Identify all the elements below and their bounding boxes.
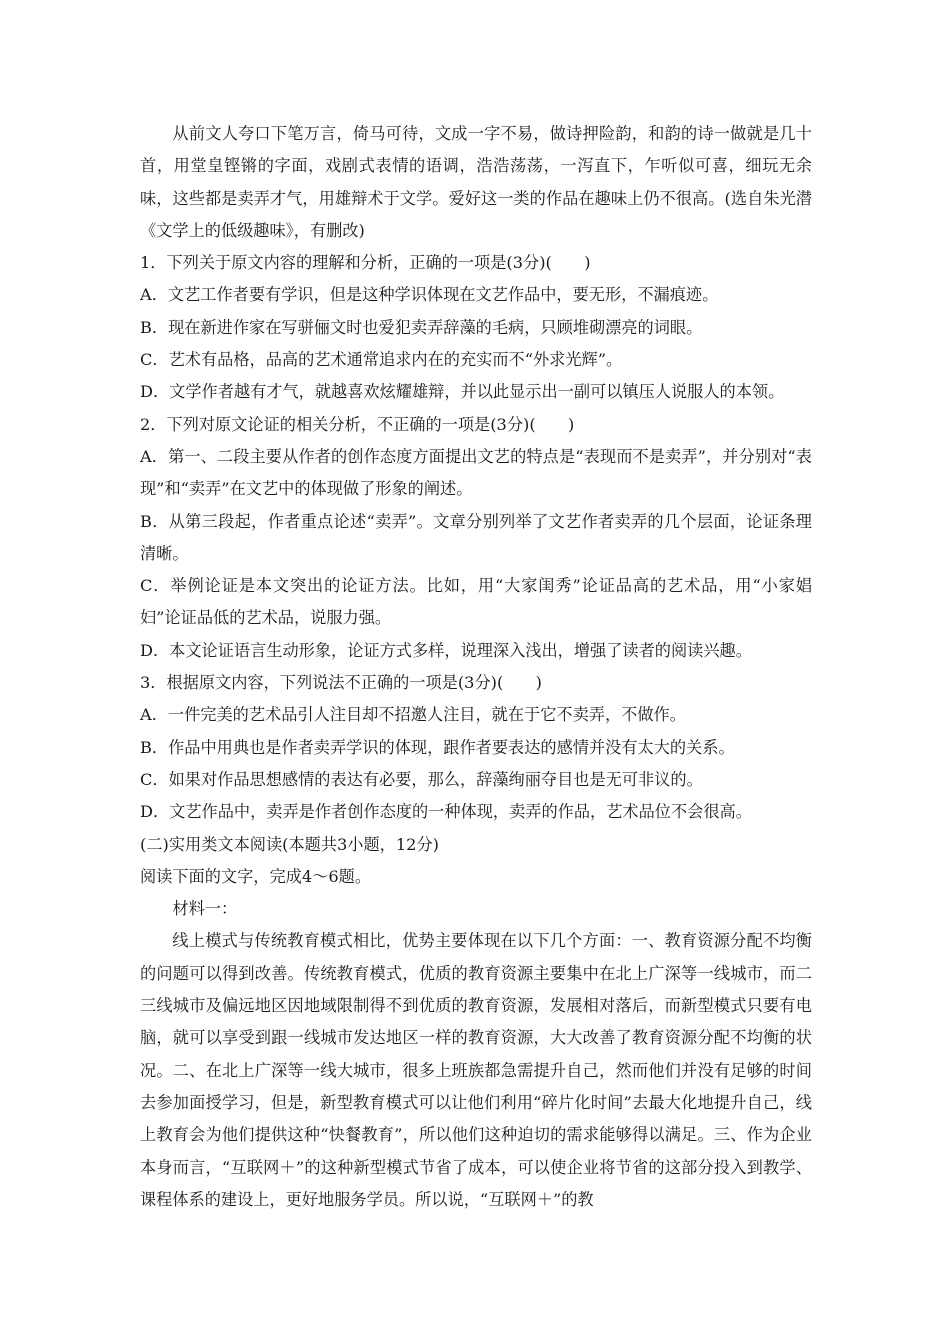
question-3-option-d: D．文艺作品中，卖弄是作者创作态度的一种体现，卖弄的作品，艺术品位不会很高。 xyxy=(140,802,752,822)
question-3-option-a: A．一件完美的艺术品引人注目却不招邀人注目，就在于它不卖弄，不做作。 xyxy=(140,705,686,725)
intro-paragraph: 从前文人夸口下笔万言，倚马可待，文成一字不易，做诗押险韵，和韵的诗一做就是几十首，用堂皇铿锵的字面，戏剧式表情的语调，浩浩荡荡，一泻直下，乍听似可喜，细玩无余味，这些都是卖弄才气，用雄辩术于文学。爱好这一类的作品在趣味上仍不很高。(选自朱光潜《文学上的低级趣味》，有删改) xyxy=(140,124,812,240)
question-1-option-c: C．艺术有品格，品高的艺术通常追求内在的充实而不“外求光辉”。 xyxy=(140,350,623,370)
question-3-stem: 3．根据原文内容，下列说法不正确的一项是(3分)( ) xyxy=(140,673,542,693)
question-2-option-d: D．本文论证语言生动形象，论证方式多样，说理深入浅出，增强了读者的阅读兴趣。 xyxy=(140,640,752,660)
material-1-paragraph: 线上模式与传统教育模式相比，优势主要体现在以下几个方面：一、教育资源分配不均衡的问题可以得到改善。传统教育模式，优质的教育资源主要集中在北上广深等一线城市，而二三线城市及偏远地区因地域限制得不到优质的教育资源，发展相对落后，而新型模式只要有电脑，就可以享受到跟一线城市发达地区一样的教育资源，大大改善了教育资源分配不均衡的状况。二、在北上广深等一线大城市，很多上班族都急需提升自己，然而他们并没有足够的时间去参加面授学习，但是，新型教育模式可以让他们利用“碎片化时间”去最大化地提升自己，线上教育会为他们提供这种“快餐教育”，所以他们这种迫切的需求能够得以满足。三、作为企业本身而言，“互联网＋”的这种新型模式节省了成本，可以使企业将节省的这部分投入到教学、课程体系的建设上，更好地服务学员。所以说，“互联网＋”的教 xyxy=(140,931,812,1209)
question-3-option-c: C．如果对作品思想感情的表达有必要，那么，辞藻绚丽夺目也是无可非议的。 xyxy=(140,769,703,789)
question-2-stem: 2．下列对原文论证的相关分析，不正确的一项是(3分)( ) xyxy=(140,414,575,434)
section-2-instruction: 阅读下面的文字，完成4～6题。 xyxy=(140,866,372,886)
question-2-option-a: A．第一、二段主要从作者的创作态度方面提出文艺的特点是“表现而不是卖弄”，并分别对“表现”和“卖弄”在文艺中的体现做了形象的阐述。 xyxy=(140,446,812,499)
question-2-option-c: C．举例论证是本文突出的论证方法。比如，用“大家闺秀”论证品高的艺术品，用“小家娼妇”论证品低的艺术品，说服力强。 xyxy=(140,576,812,628)
question-1-option-d: D．文学作者越有才气，就越喜欢炫耀雄辩，并以此显示出一副可以镇压人说服人的本领。 xyxy=(140,382,785,402)
section-2-heading: (二)实用类文本阅读(本题共3小题，12分) xyxy=(140,834,439,854)
material-1-label: 材料一： xyxy=(172,899,238,919)
question-1-option-b: B．现在新进作家在写骈俪文时也爱犯卖弄辞藻的毛病，只顾堆砌漂亮的词眼。 xyxy=(140,317,703,337)
document-page xyxy=(140,118,812,1216)
question-1-stem: 1．下列关于原文内容的理解和分析，正确的一项是(3分)( ) xyxy=(140,253,591,273)
question-2-option-b: B．从第三段起，作者重点论述“卖弄”。文章分别列举了文艺作者卖弄的几个层面，论证条理清晰。 xyxy=(140,511,812,563)
question-3-option-b: B．作品中用典也是作者卖弄学识的体现，跟作者要表达的感情并没有太大的关系。 xyxy=(140,737,735,757)
question-1-option-a: A．文艺工作者要有学识，但是这种学识体现在文艺作品中，要无形，不漏痕迹。 xyxy=(140,285,719,305)
